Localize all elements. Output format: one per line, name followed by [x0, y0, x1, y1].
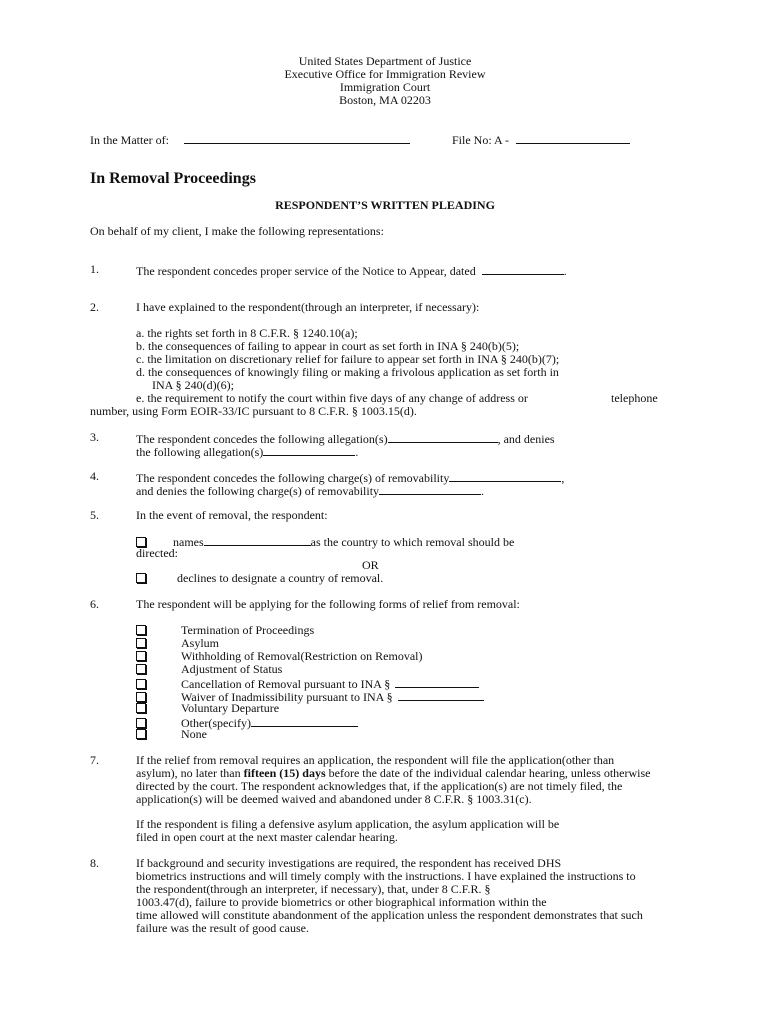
item-8-line5: time allowed will constitute abandonment of the application unless the respondent demonstrates that such	[136, 908, 643, 922]
item-number-2: 2.	[90, 300, 99, 314]
relief-voluntary-departure-checkbox[interactable]	[136, 703, 146, 713]
item-8-line3: the respondent(through an interpreter, if necessary), that, under 8 C.F.R. §	[136, 882, 491, 896]
relief-none-checkbox[interactable]	[136, 729, 146, 739]
waiver-section-field[interactable]	[398, 689, 484, 701]
item-3-end: .	[355, 445, 359, 459]
allegations-denied-field[interactable]	[263, 444, 355, 456]
relief-other-checkbox[interactable]	[136, 718, 146, 728]
allegations-concede-label: The respondent concedes the following allegation(s)	[136, 432, 388, 446]
office-name: Executive Office for Immigration Review	[284, 67, 486, 81]
relief-termination	[136, 624, 314, 637]
item-6-text: The respondent will be applying for the following forms of relief from removal:	[136, 597, 520, 611]
relief-none-label: None	[181, 727, 207, 741]
file-number-row	[452, 132, 630, 147]
item-8-line2: biometrics instructions and will timely comply with the instructions. I have explained the instructions to	[136, 869, 636, 883]
declines-label: declines to designate a country of removal.	[177, 571, 384, 585]
court-name: Immigration Court	[339, 80, 431, 94]
names-country-row	[136, 534, 514, 549]
page-title: In Removal Proceedings	[90, 170, 256, 187]
item-7-line2-post: before the date of the individual calendar hearing, unless otherwise	[325, 766, 651, 780]
directed-text: directed:	[136, 546, 178, 560]
item-7-line1: If the relief from removal requires an application, the respondent will file the application(other than	[136, 753, 615, 767]
charges-denied-field[interactable]	[379, 483, 481, 495]
relief-asylum-label: Asylum	[181, 636, 220, 650]
item-number-4: 4.	[90, 469, 99, 483]
allegations-conceded-field[interactable]	[388, 431, 498, 443]
item-2-c: c. the limitation on discretionary relief for failure to appear set forth in INA § 240(b)(7);	[136, 352, 560, 366]
relief-other-label: Other(specify)	[181, 716, 251, 730]
relief-adjustment-label: Adjustment of Status	[181, 662, 283, 676]
country-name-field[interactable]	[204, 534, 311, 546]
item-2-e-line2: number, using Form EOIR-33/IC pursuant to 8 C.F.R. § 1003.15(d).	[90, 404, 417, 418]
country-removal-label: as the country to which removal should be	[310, 535, 515, 549]
item-7-line6: filed in open court at the next master calendar hearing.	[136, 830, 398, 844]
relief-waiver-label: Waiver of Inadmissibility pursuant to INA §	[181, 690, 393, 704]
item-5-text: In the event of removal, the respondent:	[136, 508, 328, 522]
item-number-1: 1.	[90, 262, 99, 276]
or-text: OR	[362, 558, 379, 572]
charges-concede-label: The respondent concedes the following charge(s) of removability	[136, 471, 450, 485]
names-label: names	[173, 535, 204, 549]
item-1-label: The respondent concedes proper service of the Notice to Appear, dated	[136, 264, 476, 278]
item-1-end: .	[563, 264, 567, 278]
matter-name-field[interactable]	[184, 132, 410, 144]
item-7-line5: If the respondent is filing a defensive asylum application, the asylum application will be	[136, 817, 560, 831]
intro-text: On behalf of my client, I make the following representations:	[90, 224, 384, 238]
court-address: Boston, MA 02203	[339, 93, 431, 107]
relief-none	[136, 728, 207, 741]
item-2-d-line2: INA § 240(d)(6);	[152, 378, 234, 392]
charges-denied-label: and denies the following charge(s) of removability	[136, 484, 380, 498]
relief-waiver-checkbox[interactable]	[136, 692, 146, 702]
relief-termination-checkbox[interactable]	[136, 625, 146, 635]
relief-voluntary-departure	[136, 702, 279, 715]
file-number-field[interactable]	[516, 132, 630, 144]
item-number-5: 5.	[90, 508, 99, 522]
item-1-text	[136, 263, 567, 278]
item-7-line3: directed by the court. The respondent acknowledges that, if the application(s) are not timely filed, the	[136, 779, 623, 793]
cancellation-section-field[interactable]	[395, 676, 479, 688]
item-number-3: 3.	[90, 430, 99, 444]
relief-adjustment-checkbox[interactable]	[136, 664, 146, 674]
item-2-d-line1: d. the consequences of knowingly filing or making a frivolous application as set forth in	[136, 365, 559, 379]
item-2-a: a. the rights set forth in 8 C.F.R. § 1240.10(a);	[136, 326, 358, 340]
relief-voluntary-departure-label: Voluntary Departure	[181, 701, 280, 715]
relief-withholding-label: Withholding of Removal(Restriction on Removal)	[181, 649, 423, 663]
relief-asylum-checkbox[interactable]	[136, 638, 146, 648]
fifteen-days-text: fifteen (15) days	[243, 766, 326, 780]
relief-cancellation-label: Cancellation of Removal pursuant to INA §	[181, 677, 391, 691]
item-8-line6: failure was the result of good cause.	[136, 921, 309, 935]
item-2-b: b. the consequences of failing to appear in court as set forth in INA § 240(b)(5);	[136, 339, 520, 353]
agency-name: United States Department of Justice	[298, 54, 472, 68]
allegations-denied-label: the following allegation(s)	[136, 445, 264, 459]
item-2-e-line1: e. the requirement to notify the court within five days of any change of address or	[136, 391, 528, 405]
item-2-text: I have explained to the respondent(through an interpreter, if necessary):	[136, 300, 480, 314]
charges-conceded-field[interactable]	[449, 470, 561, 482]
item-number-8: 8.	[90, 856, 99, 870]
relief-cancellation-checkbox[interactable]	[136, 679, 146, 689]
declines-row	[136, 572, 383, 585]
relief-withholding-checkbox[interactable]	[136, 651, 146, 661]
item-7-line4: application(s) will be deemed waived and abandoned under 8 C.F.R. § 1003.31(c).	[136, 792, 532, 806]
item-2-e-telephone: telephone	[611, 391, 658, 405]
item-3-line2	[136, 444, 358, 459]
relief-termination-label: Termination of Proceedings	[181, 623, 315, 637]
item-8-line4: 1003.47(d), failure to provide biometrics or other biographical information within the	[136, 895, 547, 909]
matter-label: In the Matter of:	[90, 133, 169, 147]
allegations-denies-label: , and denies	[497, 432, 555, 446]
declines-checkbox[interactable]	[136, 573, 146, 583]
item-7-line2-pre: asylum), no later than	[136, 766, 244, 780]
item-number-6: 6.	[90, 597, 99, 611]
form-subtitle: RESPONDENT’S WRITTEN PLEADING	[275, 198, 495, 212]
item-4-line2	[136, 483, 484, 498]
nta-date-field[interactable]	[482, 263, 564, 275]
matter-row	[90, 132, 410, 147]
item-8-line1: If background and security investigations are required, the respondent has received DHS	[136, 856, 562, 870]
item-4-comma: ,	[561, 471, 565, 485]
item-4-end: .	[481, 484, 485, 498]
item-number-7: 7.	[90, 753, 99, 767]
relief-adjustment	[136, 663, 282, 676]
relief-other-field[interactable]	[251, 715, 358, 727]
file-number-label: File No: A -	[452, 133, 510, 147]
